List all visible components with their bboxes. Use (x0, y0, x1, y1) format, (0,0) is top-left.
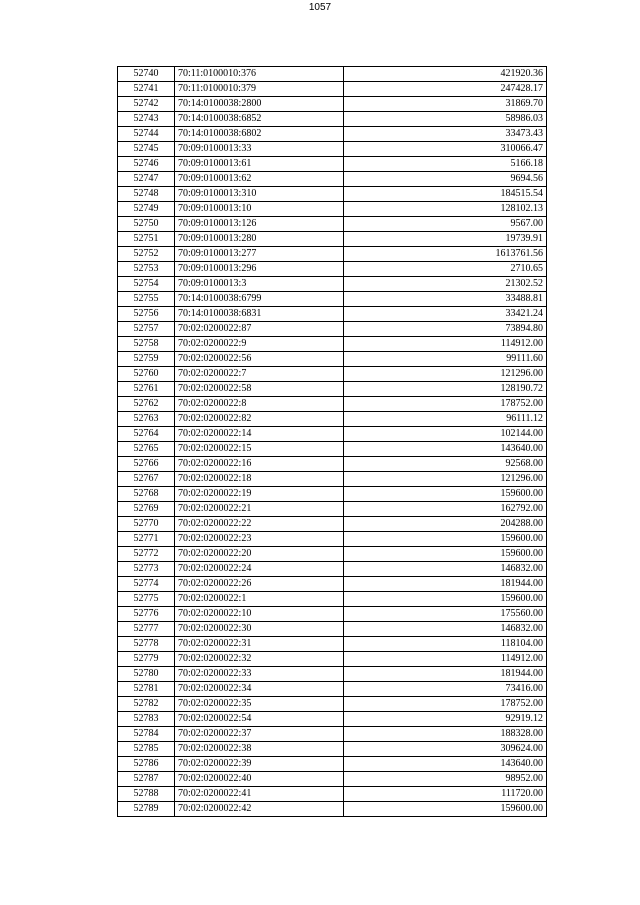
table-row (118, 562, 547, 577)
table-row (118, 652, 547, 667)
cadastral-value-cell: 99111.60 (344, 352, 547, 367)
table-row (118, 277, 547, 292)
row-number-cell: 52752 (118, 247, 175, 262)
cadastral-value-cell: 309624.00 (344, 742, 547, 757)
cadastral-value-cell: 96111.12 (344, 412, 547, 427)
table-row (118, 127, 547, 142)
table-row (118, 307, 547, 322)
table-row (118, 397, 547, 412)
table-row (118, 382, 547, 397)
table-row (118, 367, 547, 382)
table-row (118, 217, 547, 232)
table-row (118, 337, 547, 352)
table-row (118, 262, 547, 277)
table-row (118, 442, 547, 457)
cadastral-number-cell: 70:09:0100013:310 (175, 187, 344, 202)
cadastral-value-cell: 92919.12 (344, 712, 547, 727)
cadastral-number-cell: 70:11:0100010:376 (175, 67, 344, 82)
cadastral-number-cell: 70:02:0200022:21 (175, 502, 344, 517)
cadastral-value-cell: 143640.00 (344, 442, 547, 457)
cadastral-number-cell: 70:09:0100013:61 (175, 157, 344, 172)
cadastral-value-cell: 128102.13 (344, 202, 547, 217)
table-row (118, 202, 547, 217)
cadastral-number-cell: 70:02:0200022:40 (175, 772, 344, 787)
row-number-cell: 52783 (118, 712, 175, 727)
cadastral-number-cell: 70:02:0200022:30 (175, 622, 344, 637)
row-number-cell: 52780 (118, 667, 175, 682)
table-row (118, 487, 547, 502)
table-row (118, 67, 547, 82)
row-number-cell: 52788 (118, 787, 175, 802)
cadastral-value-cell: 121296.00 (344, 367, 547, 382)
cadastral-number-cell: 70:02:0200022:38 (175, 742, 344, 757)
table-row (118, 667, 547, 682)
cadastral-number-cell: 70:02:0200022:8 (175, 397, 344, 412)
cadastral-number-cell: 70:02:0200022:19 (175, 487, 344, 502)
row-number-cell: 52755 (118, 292, 175, 307)
row-number-cell: 52789 (118, 802, 175, 817)
table-row (118, 742, 547, 757)
table-row (118, 352, 547, 367)
row-number-cell: 52751 (118, 232, 175, 247)
table-row (118, 472, 547, 487)
cadastral-value-cell: 98952.00 (344, 772, 547, 787)
cadastral-number-cell: 70:02:0200022:56 (175, 352, 344, 367)
cadastral-number-cell: 70:02:0200022:20 (175, 547, 344, 562)
cadastral-value-table (117, 66, 547, 817)
table-row (118, 637, 547, 652)
cadastral-number-cell: 70:02:0200022:24 (175, 562, 344, 577)
table-row (118, 787, 547, 802)
row-number-cell: 52744 (118, 127, 175, 142)
row-number-cell: 52772 (118, 547, 175, 562)
table-row (118, 322, 547, 337)
row-number-cell: 52781 (118, 682, 175, 697)
cadastral-value-cell: 159600.00 (344, 802, 547, 817)
cadastral-value-cell: 9567.00 (344, 217, 547, 232)
cadastral-number-cell: 70:09:0100013:280 (175, 232, 344, 247)
cadastral-value-cell: 92568.00 (344, 457, 547, 472)
cadastral-number-cell: 70:02:0200022:16 (175, 457, 344, 472)
cadastral-value-cell: 21302.52 (344, 277, 547, 292)
cadastral-value-cell: 33421.24 (344, 307, 547, 322)
row-number-cell: 52754 (118, 277, 175, 292)
cadastral-number-cell: 70:02:0200022:1 (175, 592, 344, 607)
table-row (118, 697, 547, 712)
row-number-cell: 52745 (118, 142, 175, 157)
table-row (118, 232, 547, 247)
table-row (118, 592, 547, 607)
cadastral-number-cell: 70:14:0100038:6831 (175, 307, 344, 322)
cadastral-number-cell: 70:11:0100010:379 (175, 82, 344, 97)
table-row (118, 187, 547, 202)
cadastral-value-cell: 162792.00 (344, 502, 547, 517)
row-number-cell: 52749 (118, 202, 175, 217)
row-number-cell: 52777 (118, 622, 175, 637)
row-number-cell: 52740 (118, 67, 175, 82)
row-number-cell: 52742 (118, 97, 175, 112)
table-row (118, 682, 547, 697)
cadastral-number-cell: 70:14:0100038:6852 (175, 112, 344, 127)
cadastral-value-cell: 421920.36 (344, 67, 547, 82)
table-row (118, 607, 547, 622)
cadastral-value-cell: 9694.56 (344, 172, 547, 187)
table-row (118, 622, 547, 637)
row-number-cell: 52782 (118, 697, 175, 712)
row-number-cell: 52743 (118, 112, 175, 127)
cadastral-number-cell: 70:14:0100038:2800 (175, 97, 344, 112)
cadastral-value-cell: 1613761.56 (344, 247, 547, 262)
cadastral-value-cell: 114912.00 (344, 337, 547, 352)
cadastral-value-cell: 73416.00 (344, 682, 547, 697)
table-row (118, 517, 547, 532)
cadastral-value-cell: 159600.00 (344, 532, 547, 547)
cadastral-value-cell: 2710.65 (344, 262, 547, 277)
row-number-cell: 52753 (118, 262, 175, 277)
cadastral-number-cell: 70:02:0200022:34 (175, 682, 344, 697)
row-number-cell: 52775 (118, 592, 175, 607)
cadastral-number-cell: 70:02:0200022:82 (175, 412, 344, 427)
table-row (118, 532, 547, 547)
row-number-cell: 52776 (118, 607, 175, 622)
cadastral-number-cell: 70:02:0200022:18 (175, 472, 344, 487)
table-row (118, 727, 547, 742)
row-number-cell: 52771 (118, 532, 175, 547)
cadastral-value-cell: 73894.80 (344, 322, 547, 337)
row-number-cell: 52758 (118, 337, 175, 352)
row-number-cell: 52773 (118, 562, 175, 577)
cadastral-number-cell: 70:02:0200022:14 (175, 427, 344, 442)
cadastral-number-cell: 70:02:0200022:37 (175, 727, 344, 742)
cadastral-number-cell: 70:02:0200022:26 (175, 577, 344, 592)
table-row (118, 412, 547, 427)
row-number-cell: 52756 (118, 307, 175, 322)
cadastral-number-cell: 70:02:0200022:35 (175, 697, 344, 712)
row-number-cell: 52785 (118, 742, 175, 757)
cadastral-number-cell: 70:02:0200022:10 (175, 607, 344, 622)
cadastral-value-cell: 128190.72 (344, 382, 547, 397)
cadastral-value-cell: 181944.00 (344, 667, 547, 682)
table-row (118, 247, 547, 262)
row-number-cell: 52764 (118, 427, 175, 442)
table-row (118, 772, 547, 787)
cadastral-number-cell: 70:02:0200022:32 (175, 652, 344, 667)
row-number-cell: 52786 (118, 757, 175, 772)
cadastral-number-cell: 70:02:0200022:9 (175, 337, 344, 352)
page-number: 1057 (308, 2, 332, 13)
row-number-cell: 52769 (118, 502, 175, 517)
row-number-cell: 52767 (118, 472, 175, 487)
row-number-cell: 52765 (118, 442, 175, 457)
row-number-cell: 52766 (118, 457, 175, 472)
table-row (118, 502, 547, 517)
cadastral-value-cell: 178752.00 (344, 397, 547, 412)
cadastral-number-cell: 70:02:0200022:33 (175, 667, 344, 682)
table-row (118, 427, 547, 442)
table-row (118, 112, 547, 127)
cadastral-number-cell: 70:02:0200022:22 (175, 517, 344, 532)
table-row (118, 157, 547, 172)
cadastral-value-cell: 114912.00 (344, 652, 547, 667)
cadastral-number-cell: 70:02:0200022:42 (175, 802, 344, 817)
table-row (118, 457, 547, 472)
row-number-cell: 52779 (118, 652, 175, 667)
cadastral-value-cell: 204288.00 (344, 517, 547, 532)
cadastral-value-cell: 118104.00 (344, 637, 547, 652)
table-row (118, 757, 547, 772)
row-number-cell: 52757 (118, 322, 175, 337)
cadastral-number-cell: 70:09:0100013:3 (175, 277, 344, 292)
cadastral-number-cell: 70:02:0200022:23 (175, 532, 344, 547)
row-number-cell: 52768 (118, 487, 175, 502)
cadastral-number-cell: 70:02:0200022:7 (175, 367, 344, 382)
cadastral-number-cell: 70:02:0200022:87 (175, 322, 344, 337)
cadastral-value-cell: 146832.00 (344, 622, 547, 637)
row-number-cell: 52774 (118, 577, 175, 592)
cadastral-value-cell: 58986.03 (344, 112, 547, 127)
cadastral-value-cell: 102144.00 (344, 427, 547, 442)
cadastral-value-cell: 33473.43 (344, 127, 547, 142)
cadastral-value-cell: 111720.00 (344, 787, 547, 802)
cadastral-number-cell: 70:02:0200022:15 (175, 442, 344, 457)
table-row (118, 142, 547, 157)
cadastral-number-cell: 70:09:0100013:33 (175, 142, 344, 157)
cadastral-value-cell: 146832.00 (344, 562, 547, 577)
cadastral-value-cell: 310066.47 (344, 142, 547, 157)
row-number-cell: 52750 (118, 217, 175, 232)
row-number-cell: 52741 (118, 82, 175, 97)
cadastral-value-cell: 159600.00 (344, 592, 547, 607)
cadastral-value-cell: 178752.00 (344, 697, 547, 712)
table-row (118, 292, 547, 307)
row-number-cell: 52761 (118, 382, 175, 397)
table-row (118, 547, 547, 562)
cadastral-number-cell: 70:09:0100013:277 (175, 247, 344, 262)
cadastral-value-cell: 19739.91 (344, 232, 547, 247)
row-number-cell: 52760 (118, 367, 175, 382)
cadastral-value-cell: 5166.18 (344, 157, 547, 172)
cadastral-value-cell: 159600.00 (344, 547, 547, 562)
cadastral-value-cell: 143640.00 (344, 757, 547, 772)
cadastral-value-cell: 181944.00 (344, 577, 547, 592)
cadastral-value-cell: 188328.00 (344, 727, 547, 742)
cadastral-number-cell: 70:14:0100038:6802 (175, 127, 344, 142)
row-number-cell: 52746 (118, 157, 175, 172)
table-row (118, 97, 547, 112)
cadastral-value-cell: 121296.00 (344, 472, 547, 487)
row-number-cell: 52763 (118, 412, 175, 427)
cadastral-value-cell: 184515.54 (344, 187, 547, 202)
row-number-cell: 52748 (118, 187, 175, 202)
row-number-cell: 52762 (118, 397, 175, 412)
cadastral-number-cell: 70:09:0100013:126 (175, 217, 344, 232)
cadastral-number-cell: 70:02:0200022:58 (175, 382, 344, 397)
cadastral-value-cell: 175560.00 (344, 607, 547, 622)
table-row (118, 802, 547, 817)
table-row (118, 577, 547, 592)
table-body (118, 67, 547, 817)
cadastral-value-cell: 247428.17 (344, 82, 547, 97)
table-row (118, 82, 547, 97)
row-number-cell: 52770 (118, 517, 175, 532)
cadastral-number-cell: 70:02:0200022:41 (175, 787, 344, 802)
table-row (118, 172, 547, 187)
cadastral-number-cell: 70:02:0200022:31 (175, 637, 344, 652)
cadastral-value-cell: 31869.70 (344, 97, 547, 112)
cadastral-number-cell: 70:09:0100013:10 (175, 202, 344, 217)
cadastral-number-cell: 70:02:0200022:54 (175, 712, 344, 727)
row-number-cell: 52747 (118, 172, 175, 187)
row-number-cell: 52778 (118, 637, 175, 652)
cadastral-number-cell: 70:09:0100013:62 (175, 172, 344, 187)
cadastral-value-cell: 33488.81 (344, 292, 547, 307)
row-number-cell: 52787 (118, 772, 175, 787)
cadastral-value-cell: 159600.00 (344, 487, 547, 502)
cadastral-number-cell: 70:14:0100038:6799 (175, 292, 344, 307)
row-number-cell: 52759 (118, 352, 175, 367)
row-number-cell: 52784 (118, 727, 175, 742)
cadastral-number-cell: 70:02:0200022:39 (175, 757, 344, 772)
table-row (118, 712, 547, 727)
cadastral-number-cell: 70:09:0100013:296 (175, 262, 344, 277)
